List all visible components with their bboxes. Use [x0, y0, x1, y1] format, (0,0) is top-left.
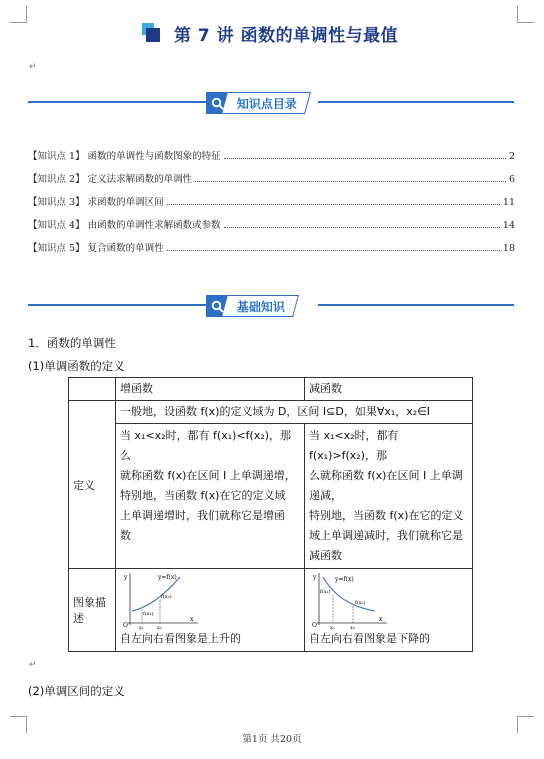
toc-item[interactable]: 【知识点 2】 定义法求解函数的单调性 6	[28, 174, 515, 185]
increasing-graph-caption: 自左向右看图象是上升的	[120, 632, 241, 645]
column-header: 减函数	[305, 378, 473, 401]
toc-heading: 知识点目录	[222, 92, 311, 114]
increasing-graph	[120, 571, 200, 631]
paragraph-mark: ↵	[29, 660, 37, 670]
fx2-label: f(x₂)	[355, 600, 366, 606]
fx1-label: f(x₁)	[143, 611, 154, 617]
x1-label: x₁	[330, 625, 335, 631]
paragraph-mark: ↵	[29, 62, 37, 72]
decreasing-graph-cell	[305, 569, 473, 652]
increasing-definition-cell: 当 x₁<x₂时，都有 f(x₁)<f(x₂)，那么 就称函数 f(x)在区间 I 上单调递增， 特别地，当函数 f(x)在它的定义域 上单调递增时，我们就称它是增函 数	[116, 424, 305, 569]
monotonic-definition-table	[68, 377, 473, 652]
fx2-label: f(x₂)	[161, 594, 172, 600]
axis-label-x: x	[190, 616, 194, 623]
axis-label-y: y	[124, 574, 128, 581]
banner-line-right	[318, 304, 514, 306]
toc-item[interactable]: 【知识点 4】 由函数的单调性求解函数或参数 14	[28, 220, 515, 231]
basic-knowledge-heading: 基础知识	[222, 295, 299, 317]
x2-label: x₂	[157, 625, 162, 631]
decreasing-graph-caption: 自左向右看图象是下降的	[309, 632, 430, 645]
decreasing-graph	[309, 571, 389, 631]
page-footer: 第1页 共20页	[242, 734, 302, 745]
row-header: 定义	[69, 401, 116, 569]
page-title: 第 7 讲 函数的单调性与最值	[174, 25, 399, 46]
curve-label: y=f(x)	[335, 576, 354, 583]
subsection-heading: (2)单调区间的定义	[28, 684, 125, 698]
fx1-label: f(x₁)	[320, 589, 331, 595]
subsection-heading: (1)单调函数的定义	[28, 359, 125, 373]
corner-mark-top-left	[10, 6, 27, 23]
toc-banner	[206, 92, 308, 114]
axis-label-y: y	[313, 574, 317, 581]
increasing-graph-cell	[116, 569, 305, 652]
decreasing-definition-cell: 当 x₁<x₂时，都有 f(x₁)>f(x₂)，那 么就称函数 f(x)在区间 I 上单调 递减， 特别地，当函数 f(x)在它的定义 域上单调递减时，我们就称它是 减函数	[305, 424, 473, 569]
toc-item[interactable]: 【知识点 1】 函数的单调性与函数图象的特征 2	[28, 151, 515, 162]
document-title	[142, 20, 398, 46]
basic-knowledge-banner	[206, 295, 296, 317]
banner-line-right	[318, 101, 514, 103]
curve-label: y=f(x)	[158, 574, 177, 581]
toc-item[interactable]: 【知识点 3】 求函数的单调区间 11	[28, 197, 515, 208]
column-header: 增函数	[116, 378, 305, 401]
banner-line-left	[28, 101, 208, 103]
x1-label: x₁	[139, 625, 144, 631]
row-header: 图象描述	[69, 569, 116, 652]
origin-label: O	[123, 622, 128, 629]
x2-label: x₂	[350, 625, 355, 631]
section-heading: 1．函数的单调性	[28, 336, 116, 350]
banner-line-left	[28, 304, 208, 306]
corner-mark-top-right	[517, 6, 534, 23]
definition-common-cell: 一般地，设函数 f(x)的定义域为 D，区间 I⊆D，如果∀x₁，x₂∈I	[116, 401, 473, 424]
origin-label: O	[312, 622, 317, 629]
axis-label-x: x	[379, 616, 383, 623]
table-corner-cell	[69, 378, 116, 401]
title-square-icon	[142, 23, 162, 43]
toc-item[interactable]: 【知识点 5】 复合函数的单调性 18	[28, 243, 515, 254]
